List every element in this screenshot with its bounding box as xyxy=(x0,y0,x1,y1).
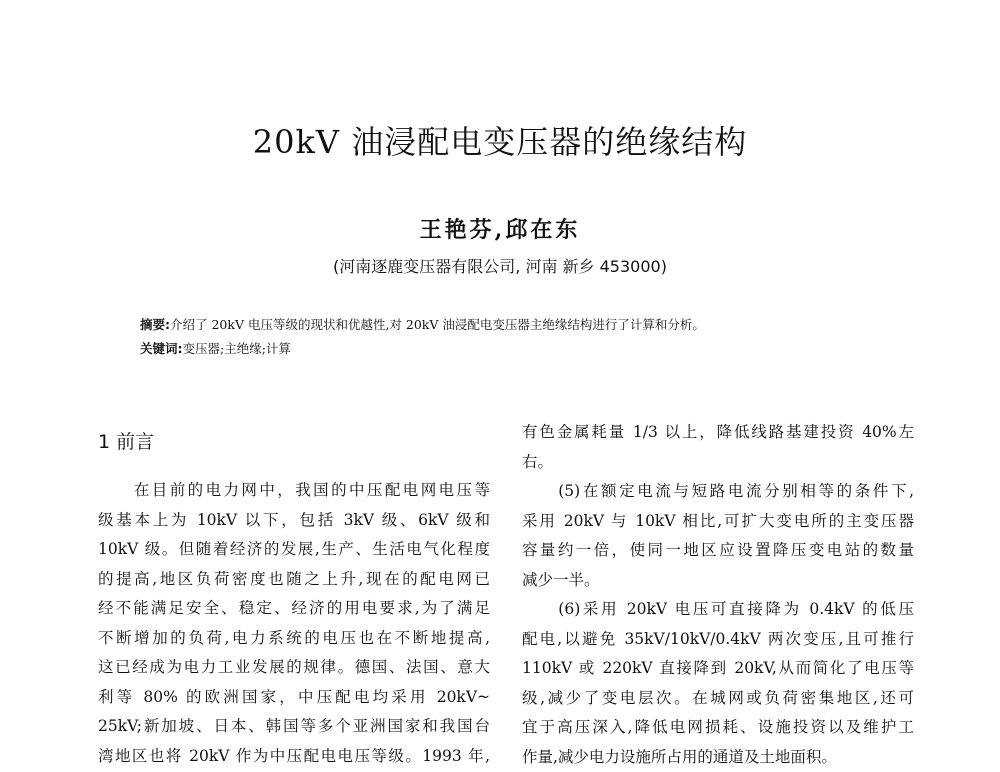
text-line: 的提高,地区负荷密度也随之上升,现在的配电网已 xyxy=(98,565,490,595)
text-line: (6)采用 20kV 电压可直接降为 0.4kV 的低压 xyxy=(522,595,914,625)
paper-title: 20kV 油浸配电变压器的绝缘结构 xyxy=(0,120,1000,164)
section-heading-introduction: 1 前言 xyxy=(98,427,154,457)
text-line: 容量约一倍，使同一地区应设置降压变电站的数量 xyxy=(522,536,914,566)
keywords xyxy=(140,337,920,361)
keywords-label: 关键词: xyxy=(140,341,183,356)
text-line: 这已经成为电力工业发展的规律。德国、法国、意大 xyxy=(98,653,490,683)
right-column-body xyxy=(522,418,914,772)
keywords-text: 变压器;主绝缘;计算 xyxy=(183,341,291,356)
text-line: 采用 20kV 与 10kV 相比,可扩大变电所的主变压器 xyxy=(522,507,914,537)
abstract-label: 摘要: xyxy=(140,317,170,332)
authors: 王艳芬,邱在东 xyxy=(0,215,1000,245)
text-line: (5)在额定电流与短路电流分别相等的条件下, xyxy=(522,477,914,507)
text-line: 有色金属耗量 1/3 以上，降低线路基建投资 40%左 xyxy=(522,418,914,448)
text-line: 右。 xyxy=(522,448,914,478)
text-line: 在目前的电力网中，我国的中压配电网电压等 xyxy=(98,476,490,506)
text-line: 经不能满足安全、稳定、经济的用电要求,为了满足 xyxy=(98,594,490,624)
text-line: 级,减少了变电层次。在城网或负荷密集地区,还可 xyxy=(522,684,914,714)
text-line: 湾地区也将 20kV 作为中压配电电压等级。1993 年, xyxy=(98,742,490,772)
text-line: 25kV;新加坡、日本、韩国等多个亚洲国家和我国台 xyxy=(98,712,490,742)
affiliation: (河南逐鹿变压器有限公司, 河南 新乡 453000) xyxy=(0,255,1000,279)
text-line: 配电,以避免 35kV/10kV/0.4kV 两次变压,且可推行 xyxy=(522,625,914,655)
text-line: 不断增加的负荷,电力系统的电压也在不断地提高, xyxy=(98,624,490,654)
abstract-text: 介绍了 20kV 电压等级的现状和优越性,对 20kV 油浸配电变压器主绝缘结构进行了计算和分析。 xyxy=(170,317,705,332)
text-line: 110kV 或 220kV 直接降到 20kV,从而简化了电压等 xyxy=(522,654,914,684)
text-line: 作量,减少电力设施所占用的通道及土地面积。 xyxy=(522,743,914,772)
text-line: 10kV 级。但随着经济的发展,生产、生活电气化程度 xyxy=(98,535,490,565)
text-line: 减少一半。 xyxy=(522,566,914,596)
text-line: 级基本上为 10kV 以下，包括 3kV 级、6kV 级和 xyxy=(98,506,490,536)
text-line: 利等 80% 的欧洲国家，中压配电均采用 20kV~ xyxy=(98,683,490,713)
text-line: 宜于高压深入,降低电网损耗、设施投资以及维护工 xyxy=(522,713,914,743)
abstract xyxy=(140,313,920,337)
left-column-body xyxy=(98,476,490,771)
abstract-block xyxy=(140,313,920,361)
